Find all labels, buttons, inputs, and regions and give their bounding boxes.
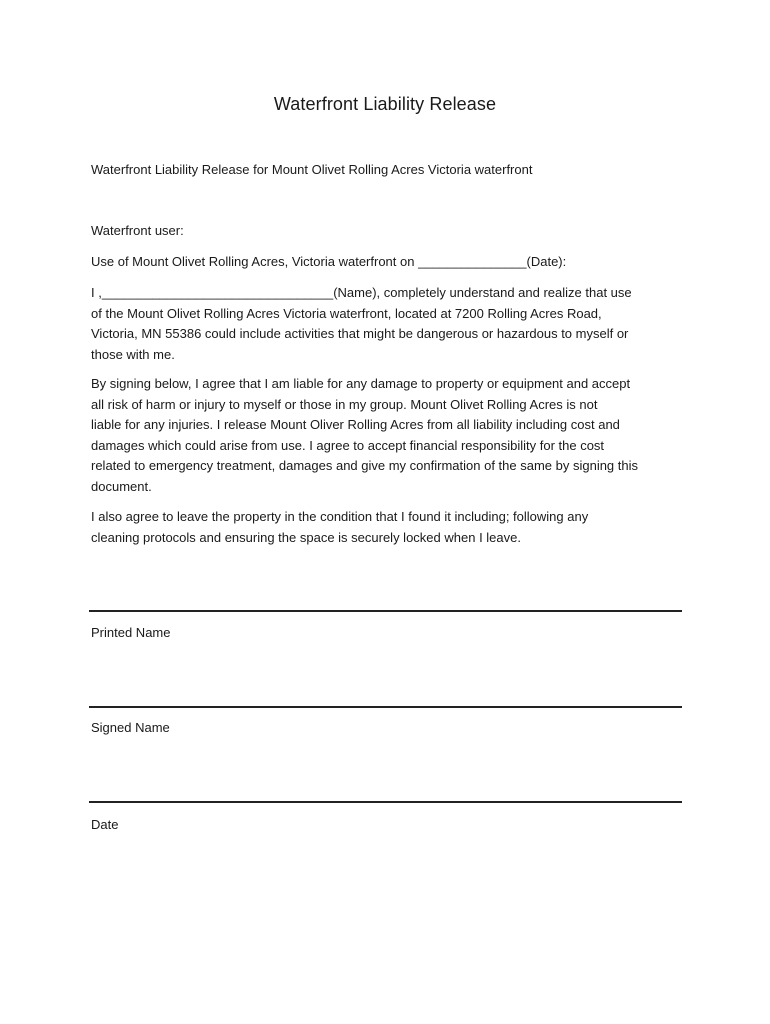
waterfront-user-heading: Waterfront user: xyxy=(91,223,184,238)
paragraph-line: Victoria, MN 55386 could include activities that might be dangerous or hazardous to myself or xyxy=(91,326,629,341)
printed-name-signature-line[interactable] xyxy=(89,610,682,612)
paragraph-line: cleaning protocols and ensuring the space is securely locked when I leave. xyxy=(91,529,521,545)
paragraph-line: By signing below, I agree that I am liable for any damage to property or equipment and accept xyxy=(91,376,631,391)
paragraph-line: liable for any injuries. I release Mount Oliver Rolling Acres from all liability including cost and xyxy=(91,417,620,432)
document-subtitle: Waterfront Liability Release for Mount Olivet Rolling Acres Victoria waterfront xyxy=(91,162,533,177)
date-signature-line[interactable] xyxy=(89,801,682,803)
signed-name-label: Signed Name xyxy=(91,720,170,735)
paragraph-line: all risk of harm or injury to myself or those in my group. Mount Olivet Rolling Acres is not xyxy=(91,396,598,412)
page-title: Waterfront Liability Release xyxy=(273,94,497,114)
printed-name-label: Printed Name xyxy=(91,625,171,640)
paragraph-line: of the Mount Olivet Rolling Acres Victoria waterfront, located at 7200 Rolling Acres Road, xyxy=(91,305,602,321)
date-label: Date xyxy=(91,817,119,832)
acknowledgement-paragraph xyxy=(91,283,681,365)
paragraph-line: damages which could arise from use. I agree to accept financial responsibility for the cost xyxy=(91,437,605,453)
liability-paragraph xyxy=(91,374,681,497)
date-of-use-line: Use of Mount Olivet Rolling Acres, Victoria waterfront on _______________(Date): xyxy=(91,254,567,269)
property-care-paragraph xyxy=(91,507,681,548)
paragraph-line: related to emergency treatment, damages and give my confirmation of the same by signing this xyxy=(91,458,639,473)
paragraph-line: I ,________________________________(Name), completely understand and realize that use xyxy=(91,285,632,300)
signed-name-signature-line[interactable] xyxy=(89,706,682,708)
paragraph-line: those with me. xyxy=(91,346,175,362)
paragraph-line: document. xyxy=(91,478,152,494)
paragraph-line: I also agree to leave the property in the condition that I found it including; following any xyxy=(91,509,589,524)
